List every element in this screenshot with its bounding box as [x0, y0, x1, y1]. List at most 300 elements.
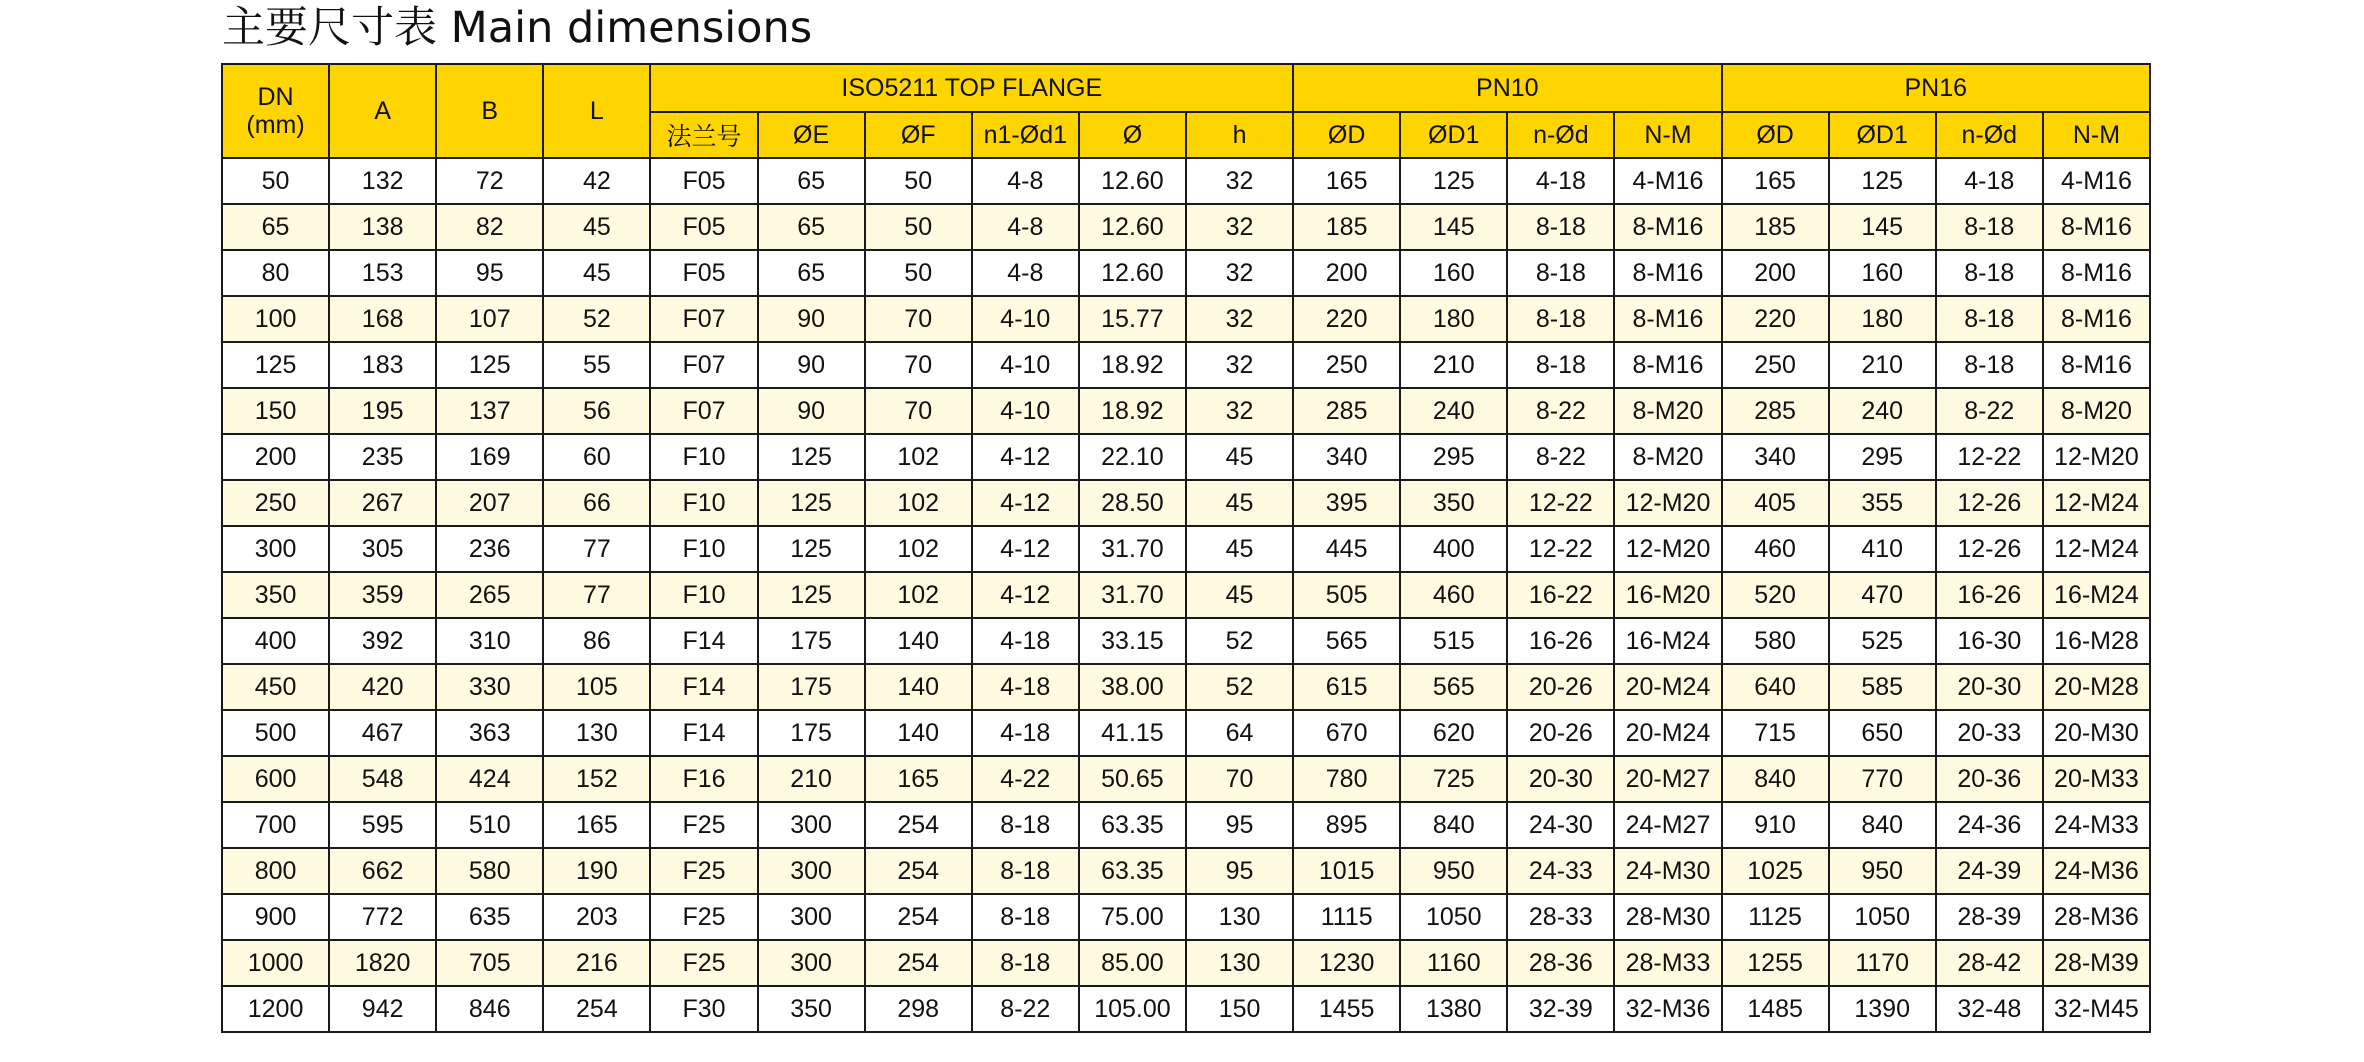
cell-a: 548 — [329, 756, 436, 802]
cell-pn16-nd: 24-36 — [1936, 802, 2043, 848]
cell-pn10-nd: 8-18 — [1507, 342, 1614, 388]
cell-iso-f: 254 — [865, 802, 972, 848]
cell-pn10-nd: 8-18 — [1507, 204, 1614, 250]
cell-pn10-d1: 160 — [1400, 250, 1507, 296]
cell-pn10-nm: 28-M33 — [1614, 940, 1721, 986]
table-row — [222, 388, 2150, 434]
cell-b: 72 — [436, 158, 543, 204]
cell-iso-n1d1: 8-22 — [972, 986, 1079, 1032]
header-iso-n1d1: n1-Ød1 — [972, 112, 1079, 158]
cell-iso-e: 65 — [758, 158, 865, 204]
table-body — [222, 158, 2150, 1032]
cell-flange-no: F07 — [650, 388, 757, 434]
cell-iso-dia: 22.10 — [1079, 434, 1186, 480]
cell-flange-no: F25 — [650, 848, 757, 894]
cell-iso-dia: 41.15 — [1079, 710, 1186, 756]
cell-iso-dia: 85.00 — [1079, 940, 1186, 986]
cell-l: 203 — [543, 894, 650, 940]
cell-b: 265 — [436, 572, 543, 618]
header-dn-unit: (mm) — [246, 111, 305, 139]
cell-flange-no: F30 — [650, 986, 757, 1032]
cell-b: 82 — [436, 204, 543, 250]
cell-pn16-d: 405 — [1722, 480, 1829, 526]
cell-b: 107 — [436, 296, 543, 342]
cell-pn16-d1: 295 — [1829, 434, 1936, 480]
cell-pn10-d: 895 — [1293, 802, 1400, 848]
header-dn — [222, 64, 329, 158]
header-pn16-group: PN16 — [1722, 64, 2150, 112]
cell-a: 359 — [329, 572, 436, 618]
cell-pn10-d: 615 — [1293, 664, 1400, 710]
cell-pn10-nd: 8-22 — [1507, 434, 1614, 480]
cell-pn10-nd: 20-30 — [1507, 756, 1614, 802]
cell-iso-h: 52 — [1186, 618, 1293, 664]
cell-b: 236 — [436, 526, 543, 572]
cell-iso-e: 175 — [758, 710, 865, 756]
cell-l: 66 — [543, 480, 650, 526]
header-iso-e: ØE — [758, 112, 865, 158]
cell-a: 168 — [329, 296, 436, 342]
cell-pn16-d: 715 — [1722, 710, 1829, 756]
cell-pn10-nd: 20-26 — [1507, 664, 1614, 710]
cell-iso-h: 150 — [1186, 986, 1293, 1032]
cell-iso-e: 300 — [758, 894, 865, 940]
cell-iso-e: 175 — [758, 618, 865, 664]
cell-pn16-nm: 24-M33 — [2043, 802, 2150, 848]
cell-pn16-nm: 20-M30 — [2043, 710, 2150, 756]
cell-a: 132 — [329, 158, 436, 204]
cell-pn10-nd: 12-22 — [1507, 480, 1614, 526]
cell-pn10-nd: 24-33 — [1507, 848, 1614, 894]
cell-iso-f: 140 — [865, 664, 972, 710]
table-row — [222, 848, 2150, 894]
cell-flange-no: F14 — [650, 618, 757, 664]
cell-iso-h: 45 — [1186, 480, 1293, 526]
cell-iso-e: 90 — [758, 296, 865, 342]
cell-pn16-d1: 410 — [1829, 526, 1936, 572]
cell-iso-e: 65 — [758, 204, 865, 250]
cell-a: 305 — [329, 526, 436, 572]
cell-pn16-nm: 16-M24 — [2043, 572, 2150, 618]
cell-pn16-d1: 840 — [1829, 802, 1936, 848]
cell-iso-f: 140 — [865, 618, 972, 664]
cell-a: 138 — [329, 204, 436, 250]
cell-iso-e: 300 — [758, 940, 865, 986]
cell-l: 52 — [543, 296, 650, 342]
cell-pn10-nd: 16-26 — [1507, 618, 1614, 664]
cell-iso-n1d1: 4-18 — [972, 664, 1079, 710]
cell-pn10-d: 505 — [1293, 572, 1400, 618]
table-row — [222, 572, 2150, 618]
cell-pn10-nm: 20-M24 — [1614, 664, 1721, 710]
cell-iso-h: 95 — [1186, 802, 1293, 848]
table-row — [222, 664, 2150, 710]
cell-pn10-d1: 460 — [1400, 572, 1507, 618]
cell-iso-h: 130 — [1186, 894, 1293, 940]
cell-iso-f: 102 — [865, 480, 972, 526]
cell-pn16-nm: 12-M24 — [2043, 526, 2150, 572]
cell-flange-no: F25 — [650, 894, 757, 940]
cell-pn10-d: 565 — [1293, 618, 1400, 664]
cell-pn16-nd: 12-26 — [1936, 480, 2043, 526]
cell-pn10-d: 250 — [1293, 342, 1400, 388]
cell-pn16-d1: 950 — [1829, 848, 1936, 894]
header-iso-dia: Ø — [1079, 112, 1186, 158]
cell-a: 392 — [329, 618, 436, 664]
cell-pn10-d1: 515 — [1400, 618, 1507, 664]
cell-iso-dia: 63.35 — [1079, 802, 1186, 848]
header-pn16-d: ØD — [1722, 112, 1829, 158]
table-row — [222, 342, 2150, 388]
cell-dn: 1000 — [222, 940, 329, 986]
cell-iso-h: 64 — [1186, 710, 1293, 756]
cell-pn10-d: 220 — [1293, 296, 1400, 342]
cell-a: 772 — [329, 894, 436, 940]
cell-iso-h: 32 — [1186, 204, 1293, 250]
cell-iso-f: 50 — [865, 158, 972, 204]
cell-iso-f: 50 — [865, 250, 972, 296]
cell-pn10-d: 165 — [1293, 158, 1400, 204]
cell-pn10-d: 395 — [1293, 480, 1400, 526]
cell-pn16-nd: 8-22 — [1936, 388, 2043, 434]
header-pn16-nd: n-Ød — [1936, 112, 2043, 158]
table-row — [222, 756, 2150, 802]
cell-iso-h: 32 — [1186, 342, 1293, 388]
cell-pn10-d: 185 — [1293, 204, 1400, 250]
cell-dn: 250 — [222, 480, 329, 526]
cell-iso-n1d1: 4-8 — [972, 158, 1079, 204]
cell-dn: 50 — [222, 158, 329, 204]
cell-pn16-d: 220 — [1722, 296, 1829, 342]
cell-pn10-nd: 8-22 — [1507, 388, 1614, 434]
cell-flange-no: F25 — [650, 940, 757, 986]
table-row — [222, 250, 2150, 296]
cell-pn16-nd: 20-36 — [1936, 756, 2043, 802]
cell-iso-f: 102 — [865, 434, 972, 480]
cell-pn16-nm: 8-M16 — [2043, 204, 2150, 250]
cell-l: 55 — [543, 342, 650, 388]
cell-pn10-nm: 8-M16 — [1614, 250, 1721, 296]
cell-iso-f: 254 — [865, 940, 972, 986]
cell-pn16-d1: 210 — [1829, 342, 1936, 388]
cell-pn10-d1: 565 — [1400, 664, 1507, 710]
cell-pn16-nd: 4-18 — [1936, 158, 2043, 204]
cell-flange-no: F07 — [650, 296, 757, 342]
cell-flange-no: F05 — [650, 250, 757, 296]
cell-pn16-d: 580 — [1722, 618, 1829, 664]
cell-flange-no: F14 — [650, 710, 757, 756]
header-iso-h: h — [1186, 112, 1293, 158]
table-row — [222, 204, 2150, 250]
cell-l: 165 — [543, 802, 650, 848]
cell-iso-dia: 105.00 — [1079, 986, 1186, 1032]
cell-iso-n1d1: 4-10 — [972, 296, 1079, 342]
cell-pn16-d1: 770 — [1829, 756, 1936, 802]
cell-dn: 300 — [222, 526, 329, 572]
cell-pn16-nm: 8-M16 — [2043, 342, 2150, 388]
cell-pn10-nm: 8-M20 — [1614, 434, 1721, 480]
cell-iso-h: 32 — [1186, 250, 1293, 296]
cell-iso-f: 70 — [865, 296, 972, 342]
cell-dn: 100 — [222, 296, 329, 342]
cell-pn10-nd: 4-18 — [1507, 158, 1614, 204]
cell-pn10-d: 1015 — [1293, 848, 1400, 894]
table-row — [222, 618, 2150, 664]
cell-pn16-d: 1025 — [1722, 848, 1829, 894]
cell-dn: 350 — [222, 572, 329, 618]
cell-dn: 65 — [222, 204, 329, 250]
cell-pn16-nm: 20-M28 — [2043, 664, 2150, 710]
cell-pn10-d: 200 — [1293, 250, 1400, 296]
cell-pn10-nd: 16-22 — [1507, 572, 1614, 618]
table-row — [222, 296, 2150, 342]
cell-iso-f: 70 — [865, 342, 972, 388]
cell-a: 420 — [329, 664, 436, 710]
cell-iso-n1d1: 4-10 — [972, 342, 1079, 388]
cell-pn16-d1: 180 — [1829, 296, 1936, 342]
cell-pn10-d1: 180 — [1400, 296, 1507, 342]
cell-iso-h: 45 — [1186, 572, 1293, 618]
cell-l: 130 — [543, 710, 650, 756]
cell-pn10-d1: 840 — [1400, 802, 1507, 848]
cell-pn16-nd: 28-39 — [1936, 894, 2043, 940]
cell-pn10-d1: 620 — [1400, 710, 1507, 756]
cell-pn16-nd: 24-39 — [1936, 848, 2043, 894]
cell-l: 42 — [543, 158, 650, 204]
cell-iso-h: 32 — [1186, 296, 1293, 342]
cell-pn16-d: 1255 — [1722, 940, 1829, 986]
cell-pn16-d1: 470 — [1829, 572, 1936, 618]
cell-pn16-nm: 4-M16 — [2043, 158, 2150, 204]
cell-pn16-d: 910 — [1722, 802, 1829, 848]
cell-b: 580 — [436, 848, 543, 894]
cell-dn: 150 — [222, 388, 329, 434]
table-row — [222, 710, 2150, 756]
cell-pn16-nm: 24-M36 — [2043, 848, 2150, 894]
table-row — [222, 940, 2150, 986]
cell-a: 235 — [329, 434, 436, 480]
cell-pn16-d: 640 — [1722, 664, 1829, 710]
cell-pn16-d: 840 — [1722, 756, 1829, 802]
cell-pn16-d1: 240 — [1829, 388, 1936, 434]
cell-pn16-d1: 145 — [1829, 204, 1936, 250]
cell-dn: 450 — [222, 664, 329, 710]
cell-pn16-d1: 1170 — [1829, 940, 1936, 986]
cell-pn16-d: 460 — [1722, 526, 1829, 572]
cell-iso-n1d1: 4-12 — [972, 434, 1079, 480]
cell-pn10-d: 780 — [1293, 756, 1400, 802]
cell-iso-dia: 12.60 — [1079, 158, 1186, 204]
cell-b: 137 — [436, 388, 543, 434]
cell-dn: 700 — [222, 802, 329, 848]
cell-pn10-nd: 8-18 — [1507, 296, 1614, 342]
cell-pn10-nd: 28-36 — [1507, 940, 1614, 986]
cell-pn10-d1: 400 — [1400, 526, 1507, 572]
cell-dn: 800 — [222, 848, 329, 894]
header-pn16-nm: N-M — [2043, 112, 2150, 158]
cell-iso-n1d1: 8-18 — [972, 894, 1079, 940]
header-iso-group: ISO5211 TOP FLANGE — [650, 64, 1293, 112]
cell-pn10-nm: 28-M30 — [1614, 894, 1721, 940]
cell-iso-h: 32 — [1186, 158, 1293, 204]
cell-b: 363 — [436, 710, 543, 756]
cell-pn10-d1: 1160 — [1400, 940, 1507, 986]
cell-pn10-nm: 24-M30 — [1614, 848, 1721, 894]
cell-b: 635 — [436, 894, 543, 940]
cell-dn: 80 — [222, 250, 329, 296]
cell-b: 169 — [436, 434, 543, 480]
cell-b: 510 — [436, 802, 543, 848]
cell-flange-no: F14 — [650, 664, 757, 710]
cell-iso-dia: 28.50 — [1079, 480, 1186, 526]
cell-iso-n1d1: 4-18 — [972, 618, 1079, 664]
cell-iso-h: 95 — [1186, 848, 1293, 894]
cell-dn: 500 — [222, 710, 329, 756]
cell-pn10-nm: 24-M27 — [1614, 802, 1721, 848]
header-pn10-d: ØD — [1293, 112, 1400, 158]
cell-b: 310 — [436, 618, 543, 664]
cell-pn16-d: 165 — [1722, 158, 1829, 204]
cell-pn16-nd: 8-18 — [1936, 342, 2043, 388]
cell-l: 190 — [543, 848, 650, 894]
cell-pn10-d1: 125 — [1400, 158, 1507, 204]
cell-pn16-d1: 585 — [1829, 664, 1936, 710]
header-a: A — [329, 64, 436, 158]
header-pn10-nm: N-M — [1614, 112, 1721, 158]
cell-pn16-nd: 16-30 — [1936, 618, 2043, 664]
cell-pn16-d1: 525 — [1829, 618, 1936, 664]
cell-iso-h: 45 — [1186, 434, 1293, 480]
cell-pn16-nm: 12-M24 — [2043, 480, 2150, 526]
cell-l: 152 — [543, 756, 650, 802]
cell-dn: 125 — [222, 342, 329, 388]
cell-iso-e: 125 — [758, 526, 865, 572]
header-pn16-d1: ØD1 — [1829, 112, 1936, 158]
cell-iso-e: 65 — [758, 250, 865, 296]
cell-pn16-nm: 8-M20 — [2043, 388, 2150, 434]
cell-iso-n1d1: 4-8 — [972, 250, 1079, 296]
cell-pn10-d: 445 — [1293, 526, 1400, 572]
cell-iso-dia: 12.60 — [1079, 250, 1186, 296]
table-row — [222, 434, 2150, 480]
cell-iso-e: 300 — [758, 802, 865, 848]
cell-dn: 1200 — [222, 986, 329, 1032]
header-pn10-d1: ØD1 — [1400, 112, 1507, 158]
cell-pn16-d1: 1050 — [1829, 894, 1936, 940]
cell-l: 45 — [543, 204, 650, 250]
header-dn-label: DN — [257, 83, 294, 111]
cell-b: 125 — [436, 342, 543, 388]
cell-iso-n1d1: 4-10 — [972, 388, 1079, 434]
cell-l: 77 — [543, 572, 650, 618]
table-row — [222, 480, 2150, 526]
cell-iso-n1d1: 4-22 — [972, 756, 1079, 802]
cell-flange-no: F10 — [650, 526, 757, 572]
dimensions-table — [221, 63, 2151, 1033]
cell-pn16-nm: 16-M28 — [2043, 618, 2150, 664]
cell-pn16-nd: 20-33 — [1936, 710, 2043, 756]
header-iso-f: ØF — [865, 112, 972, 158]
cell-pn10-nm: 16-M24 — [1614, 618, 1721, 664]
table-row — [222, 526, 2150, 572]
cell-pn10-d1: 210 — [1400, 342, 1507, 388]
header-pn10-nd: n-Ød — [1507, 112, 1614, 158]
cell-pn10-nd: 20-26 — [1507, 710, 1614, 756]
cell-l: 86 — [543, 618, 650, 664]
cell-iso-e: 300 — [758, 848, 865, 894]
cell-iso-n1d1: 4-8 — [972, 204, 1079, 250]
cell-pn10-nm: 20-M27 — [1614, 756, 1721, 802]
cell-flange-no: F25 — [650, 802, 757, 848]
header-b: B — [436, 64, 543, 158]
cell-b: 846 — [436, 986, 543, 1032]
cell-pn10-nm: 12-M20 — [1614, 526, 1721, 572]
cell-pn10-d1: 950 — [1400, 848, 1507, 894]
cell-flange-no: F07 — [650, 342, 757, 388]
cell-pn10-d1: 1050 — [1400, 894, 1507, 940]
cell-flange-no: F10 — [650, 572, 757, 618]
header-l: L — [543, 64, 650, 158]
cell-iso-n1d1: 8-18 — [972, 802, 1079, 848]
cell-pn10-nd: 12-22 — [1507, 526, 1614, 572]
cell-pn16-d: 200 — [1722, 250, 1829, 296]
cell-pn10-nd: 32-39 — [1507, 986, 1614, 1032]
cell-iso-n1d1: 8-18 — [972, 848, 1079, 894]
cell-iso-f: 50 — [865, 204, 972, 250]
cell-pn16-nd: 32-48 — [1936, 986, 2043, 1032]
cell-pn10-d: 340 — [1293, 434, 1400, 480]
cell-pn10-nd: 28-33 — [1507, 894, 1614, 940]
cell-iso-f: 140 — [865, 710, 972, 756]
cell-pn16-nd: 8-18 — [1936, 250, 2043, 296]
cell-iso-dia: 75.00 — [1079, 894, 1186, 940]
cell-a: 195 — [329, 388, 436, 434]
cell-l: 56 — [543, 388, 650, 434]
cell-iso-f: 102 — [865, 572, 972, 618]
cell-b: 330 — [436, 664, 543, 710]
cell-pn10-nm: 4-M16 — [1614, 158, 1721, 204]
table-row — [222, 894, 2150, 940]
cell-l: 60 — [543, 434, 650, 480]
cell-a: 942 — [329, 986, 436, 1032]
cell-a: 662 — [329, 848, 436, 894]
cell-pn16-d1: 160 — [1829, 250, 1936, 296]
cell-pn16-d: 1125 — [1722, 894, 1829, 940]
cell-pn10-d1: 1380 — [1400, 986, 1507, 1032]
cell-iso-dia: 15.77 — [1079, 296, 1186, 342]
cell-dn: 600 — [222, 756, 329, 802]
page-title: 主要尺寸表 Main dimensions — [222, 3, 813, 53]
cell-b: 705 — [436, 940, 543, 986]
cell-pn16-d1: 650 — [1829, 710, 1936, 756]
cell-pn10-nd: 24-30 — [1507, 802, 1614, 848]
cell-pn10-nd: 8-18 — [1507, 250, 1614, 296]
cell-pn16-nd: 12-26 — [1936, 526, 2043, 572]
cell-pn10-d1: 145 — [1400, 204, 1507, 250]
cell-dn: 200 — [222, 434, 329, 480]
cell-pn10-d: 1455 — [1293, 986, 1400, 1032]
cell-pn10-d: 285 — [1293, 388, 1400, 434]
cell-a: 153 — [329, 250, 436, 296]
cell-iso-n1d1: 4-18 — [972, 710, 1079, 756]
cell-pn16-nd: 8-18 — [1936, 296, 2043, 342]
cell-a: 595 — [329, 802, 436, 848]
cell-pn16-nm: 20-M33 — [2043, 756, 2150, 802]
cell-iso-h: 52 — [1186, 664, 1293, 710]
cell-flange-no: F05 — [650, 204, 757, 250]
cell-pn16-nm: 28-M36 — [2043, 894, 2150, 940]
cell-pn16-d: 340 — [1722, 434, 1829, 480]
